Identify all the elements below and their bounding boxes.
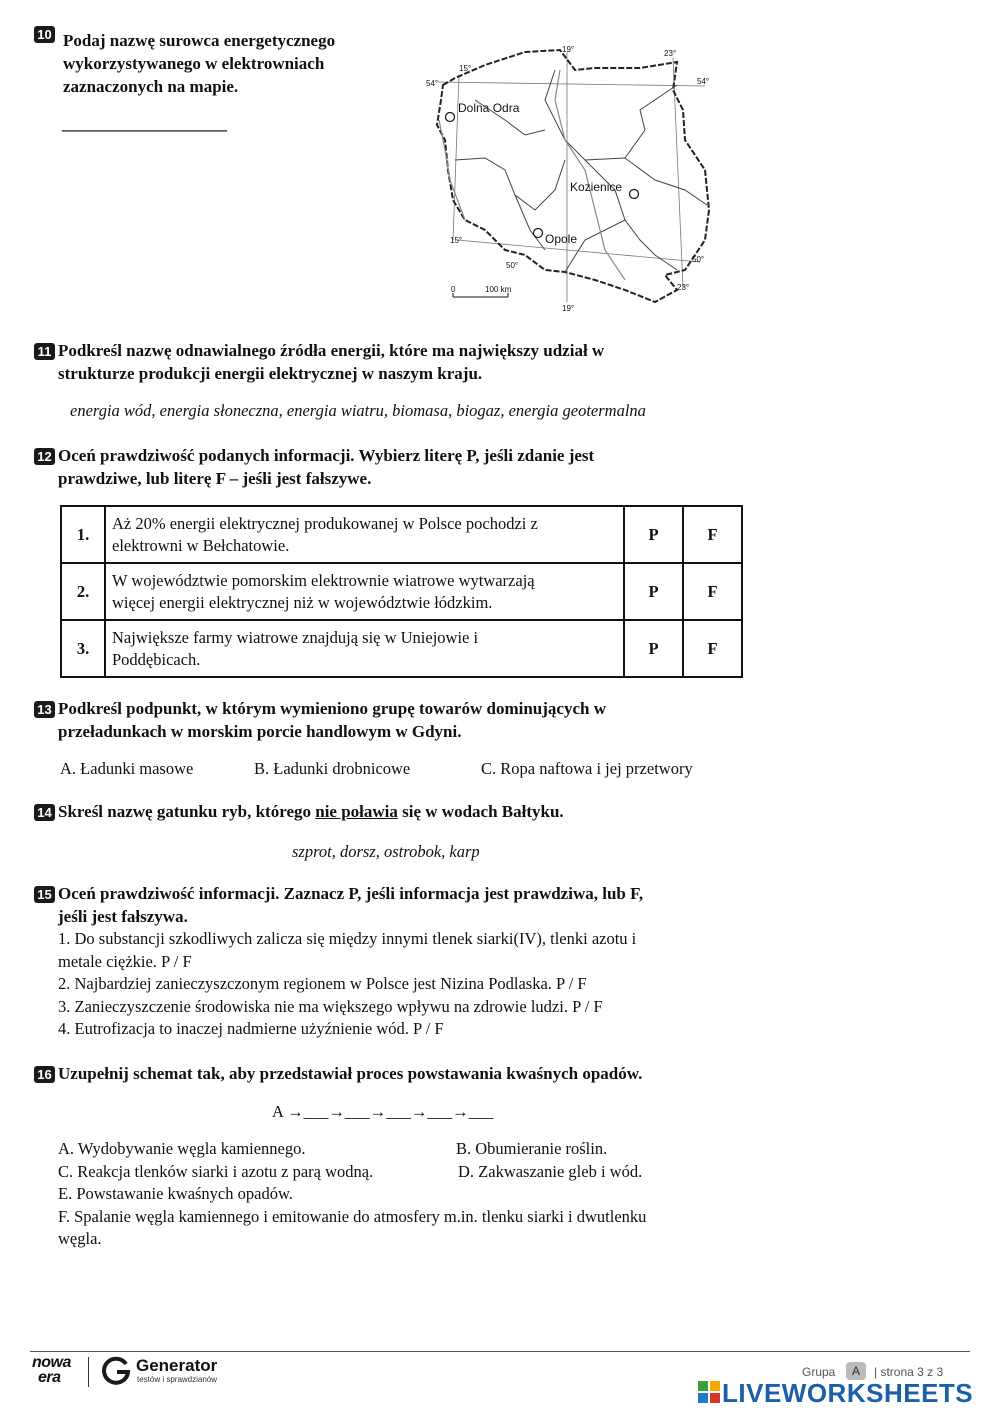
map-city-opole: Opole	[545, 232, 578, 246]
q16-options	[58, 1138, 758, 1251]
q11-line-2: strukturze produkcji energii elektrycznej w naszym kraju.	[58, 364, 483, 383]
page-number: | strona 3 z 3	[874, 1365, 944, 1379]
q16-option-d: D. Zakwaszanie gleb i wód.	[458, 1161, 643, 1181]
q10-answer-blank[interactable]: ____________________	[62, 114, 227, 133]
deg-19-top: 19°	[562, 45, 575, 54]
q12-line-1: Oceń prawdziwość podanych informacji. Wybierz literę P, jeśli zdanie jest	[58, 446, 595, 465]
deg-23-top: 23°	[664, 49, 677, 58]
q16-option-b: B. Obumieranie roślin.	[456, 1139, 608, 1158]
q12-line-2: prawdziwe, lub literę F – jeśli jest fałszywe.	[58, 469, 372, 488]
row-number: 3.	[61, 620, 105, 677]
generator-subtitle: testów i sprawdzianów	[137, 1375, 218, 1384]
question-number-12: 12	[34, 448, 55, 465]
question-13-text	[58, 697, 606, 743]
q10-line-2: wykorzystywanego w elektrowniach	[63, 54, 325, 73]
question-number-15: 15	[34, 886, 55, 903]
q16-schema[interactable]: A →___→___→___→___→___	[272, 1102, 494, 1121]
row-number: 2.	[61, 563, 105, 620]
q13-option-a[interactable]: A. Ładunki masowe	[60, 759, 194, 778]
question-15-text	[58, 882, 643, 928]
q16-option-f-line1: F. Spalanie węgla kamiennego i emitowanie do atmosfery m.in. tlenku siarki i dwutlenku	[58, 1206, 647, 1226]
option-p[interactable]: P	[624, 620, 683, 677]
map-city-kozienice: Kozienice	[570, 180, 623, 194]
generator-logo-icon	[100, 1355, 132, 1387]
row-statement: W województwie pomorskim elektrownie wiatrowe wytwarzają więcej energii elektrycznej niż w województwie łódzkim.	[105, 563, 624, 620]
q10-line-1: Podaj nazwę surowca energetycznego	[63, 31, 336, 50]
deg-54-left: 54°	[426, 79, 439, 88]
q16-option-c: C. Reakcja tlenków siarki i azotu z parą wodną.	[58, 1161, 374, 1181]
grupa-label: Grupa	[802, 1365, 836, 1379]
nowa-era-logo: nowa era	[32, 1354, 71, 1386]
q16-option-a: A. Wydobywanie węgla kamiennego.	[58, 1139, 306, 1158]
option-p[interactable]: P	[624, 506, 683, 563]
q16-option-f-line2: węgla.	[58, 1229, 102, 1248]
question-14-text: Skreśl nazwę gatunku ryb, którego nie poławia się w wodach Bałtyku.	[58, 802, 564, 821]
deg-15-top: 15°	[459, 64, 472, 73]
row-statement: Największe farmy wiatrowe znajdują się w Uniejowie i Poddębicach.	[105, 620, 624, 677]
option-f[interactable]: F	[683, 563, 742, 620]
q15-line-2: jeśli jest fałszywa.	[58, 907, 188, 926]
q11-line-1: Podkreśl nazwę odnawialnego źródła energii, które ma największy udział w	[58, 341, 605, 360]
question-10-text	[63, 29, 335, 98]
q10-line-3: zaznaczonych na mapie.	[63, 77, 239, 96]
question-11-text	[58, 339, 604, 385]
option-f[interactable]: F	[683, 506, 742, 563]
row-statement: Aż 20% energii elektrycznej produkowanej w Polsce pochodzi z elektrowni w Bełchatowie.	[105, 506, 624, 563]
q11-options[interactable]: energia wód, energia słoneczna, energia wiatru, biomasa, biogaz, energia geotermalna	[70, 401, 646, 420]
table-row	[61, 620, 742, 677]
generator-title: Generator	[136, 1356, 218, 1375]
scale-zero: 0	[451, 285, 456, 294]
row-number: 1.	[61, 506, 105, 563]
table-row	[61, 563, 742, 620]
deg-19-bottom: 19°	[562, 304, 575, 313]
q13-line-1: Podkreśl podpunkt, w którym wymieniono grupę towarów dominujących w	[58, 699, 606, 718]
q13-line-2: przeładunkach w morskim porcie handlowym w Gdyni.	[58, 722, 462, 741]
question-number-11: 11	[34, 343, 55, 360]
q13-option-b[interactable]: B. Ładunki drobnicowe	[254, 759, 411, 778]
footer-divider	[30, 1351, 970, 1352]
table-row	[61, 506, 742, 563]
q15-items	[58, 928, 636, 1041]
question-number-13: 13	[34, 701, 55, 718]
question-16-text: Uzupełnij schemat tak, aby przedstawiał proces powstawania kwaśnych opadów.	[58, 1064, 643, 1083]
q14-options[interactable]: szprot, dorsz, ostrobok, karp	[292, 842, 480, 861]
deg-54-right: 54°	[697, 77, 710, 86]
deg-15-left: 15°	[450, 236, 463, 245]
q15-line-1: Oceń prawdziwość informacji. Zaznacz P, jeśli informacja jest prawdziwa, lub F,	[58, 884, 644, 903]
deg-50-right: 50°	[692, 255, 705, 264]
q15-item: 1. Do substancji szkodliwych zalicza się między innymi tlenek siarki(IV), tlenki azotu i	[58, 929, 637, 948]
question-number-16: 16	[34, 1066, 55, 1083]
q15-item: 2. Najbardziej zanieczyszczonym regionem w Polsce jest Nizina Podlaska. P / F	[58, 974, 587, 993]
grupa-badge: A	[846, 1362, 866, 1380]
q15-item: metale ciężkie. P / F	[58, 951, 192, 971]
scale-100km: 100 km	[485, 285, 512, 294]
q16-option-e: E. Powstawanie kwaśnych opadów.	[58, 1184, 293, 1203]
true-false-table	[60, 505, 743, 678]
question-number-10: 10	[34, 26, 55, 43]
q15-item: 4. Eutrofizacja to inaczej nadmierne użyźnienie wód. P / F	[58, 1019, 444, 1038]
q14-underlined-phrase: nie poławia	[315, 802, 398, 821]
q15-item: 3. Zanieczyszczenie środowiska nie ma większego wpływu na zdrowie ludzi. P / F	[58, 996, 603, 1016]
option-p[interactable]: P	[624, 563, 683, 620]
liveworksheets-logo-text: LIVEWORKSHEETS	[722, 1378, 974, 1408]
poland-map	[415, 40, 725, 315]
deg-50-left: 50°	[506, 261, 519, 270]
map-city-dolna-odra: Dolna Odra	[458, 101, 520, 115]
question-12-text	[58, 444, 594, 490]
logo-divider	[88, 1357, 89, 1387]
q13-option-c[interactable]: C. Ropa naftowa i jej przetwory	[481, 759, 693, 778]
question-number-14: 14	[34, 804, 55, 821]
liveworksheets-logo-icon	[698, 1381, 720, 1403]
deg-23-bottom: 23°	[677, 283, 690, 292]
option-f[interactable]: F	[683, 620, 742, 677]
